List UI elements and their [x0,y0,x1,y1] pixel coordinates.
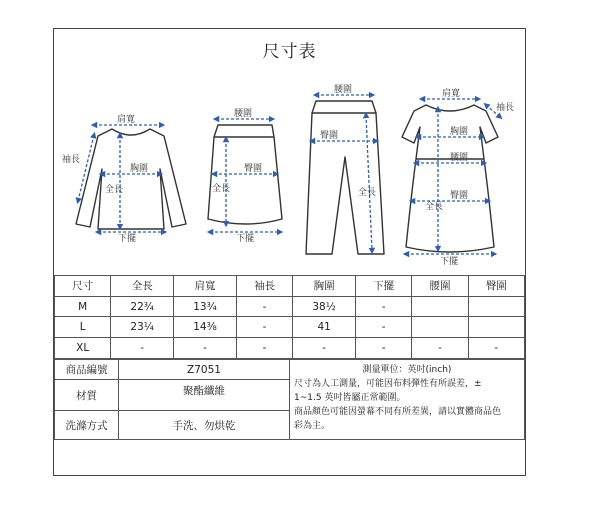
note-line: 尺寸為人工測量，可能因布料彈性有所誤差，± [294,378,482,389]
garment-diagrams [54,29,525,274]
dress-hem-label: 下擺 [440,257,459,267]
header-cell: 胸圍 [293,276,356,297]
table-row [55,296,525,317]
table-cell [412,317,468,338]
table-cell: - [111,338,174,359]
table-row [55,338,525,359]
table-row [55,317,525,338]
table-cell [468,317,524,338]
note-line: 彩為主。 [294,420,331,431]
table-cell [412,296,468,317]
table-cell: 13¾ [174,296,237,317]
table-cell: 41 [293,317,356,338]
product-code-label: 商品編號 [55,359,119,380]
dress-waist-label: 腰圍 [450,153,469,163]
skirt-length-label: 全長 [212,184,231,194]
dress-chest-label: 胸圍 [450,127,469,137]
note-line: 1~1.5 英吋皆屬正常範圍。 [294,392,406,403]
skirt-hem-label: 下擺 [236,234,255,244]
table-cell: - [236,317,292,338]
table-cell: - [412,338,468,359]
product-info-table [54,359,525,441]
material-value: 聚酯纖維 [119,380,290,411]
table-cell: - [236,338,292,359]
pants-waist-label: 腰圍 [334,85,353,95]
table-cell: 14⅜ [174,317,237,338]
pants-hip-label: 臀圍 [320,131,339,141]
shirt-sleeve-label: 袖長 [62,155,81,165]
dress-shoulder-label: 肩寬 [442,89,461,99]
pants-diagram [306,84,384,254]
dress-hip-label: 臀圍 [450,191,469,201]
page-title: 尺寸表 [262,42,317,62]
table-cell: - [293,338,356,359]
header-cell: 袖長 [236,276,292,297]
size-chart-sheet [53,28,526,476]
table-cell: XL [55,338,111,359]
table-cell: - [356,296,412,317]
table-cell: - [356,338,412,359]
dress-sleeve-label: 袖長 [496,103,515,113]
skirt-diagram [208,108,282,244]
size-table-header [55,276,525,297]
table-cell: - [174,338,237,359]
skirt-waist-label: 腰圍 [234,109,253,119]
care-label: 洗滌方式 [55,411,119,440]
product-code-value: Z7051 [119,359,290,380]
table-cell [468,296,524,317]
table-cell: 38½ [293,296,356,317]
dress-diagram [402,87,514,267]
skirt-hip-label: 臀圍 [244,164,263,174]
unit-note: 測量單位：英吋(inch) [362,364,452,375]
header-cell: 臀圍 [468,276,524,297]
measurement-notes [290,359,525,440]
header-cell: 全長 [111,276,174,297]
shirt-diagram [62,113,186,244]
material-label: 材質 [55,380,119,411]
pants-length-label: 全長 [358,188,377,198]
table-cell: - [356,317,412,338]
shirt-shoulder-label: 肩寬 [117,115,136,125]
care-value: 手洗、勿烘乾 [119,411,290,440]
header-cell: 腰圍 [412,276,468,297]
table-cell: - [468,338,524,359]
table-cell: - [236,296,292,317]
header-cell: 肩寬 [174,276,237,297]
shirt-chest-label: 胸圍 [130,164,149,174]
note-line: 商品顏色可能因螢幕不同有所差異，請以實體商品色 [294,406,502,417]
shirt-length-label: 全長 [105,185,124,195]
header-cell: 下擺 [356,276,412,297]
table-cell: M [55,296,111,317]
table-cell: L [55,317,111,338]
shirt-hem-label: 下擺 [118,234,137,244]
table-cell: 22¾ [111,296,174,317]
header-cell: 尺寸 [55,276,111,297]
table-cell: 23¼ [111,317,174,338]
size-table [54,275,525,359]
dress-length-label: 全長 [425,202,444,212]
